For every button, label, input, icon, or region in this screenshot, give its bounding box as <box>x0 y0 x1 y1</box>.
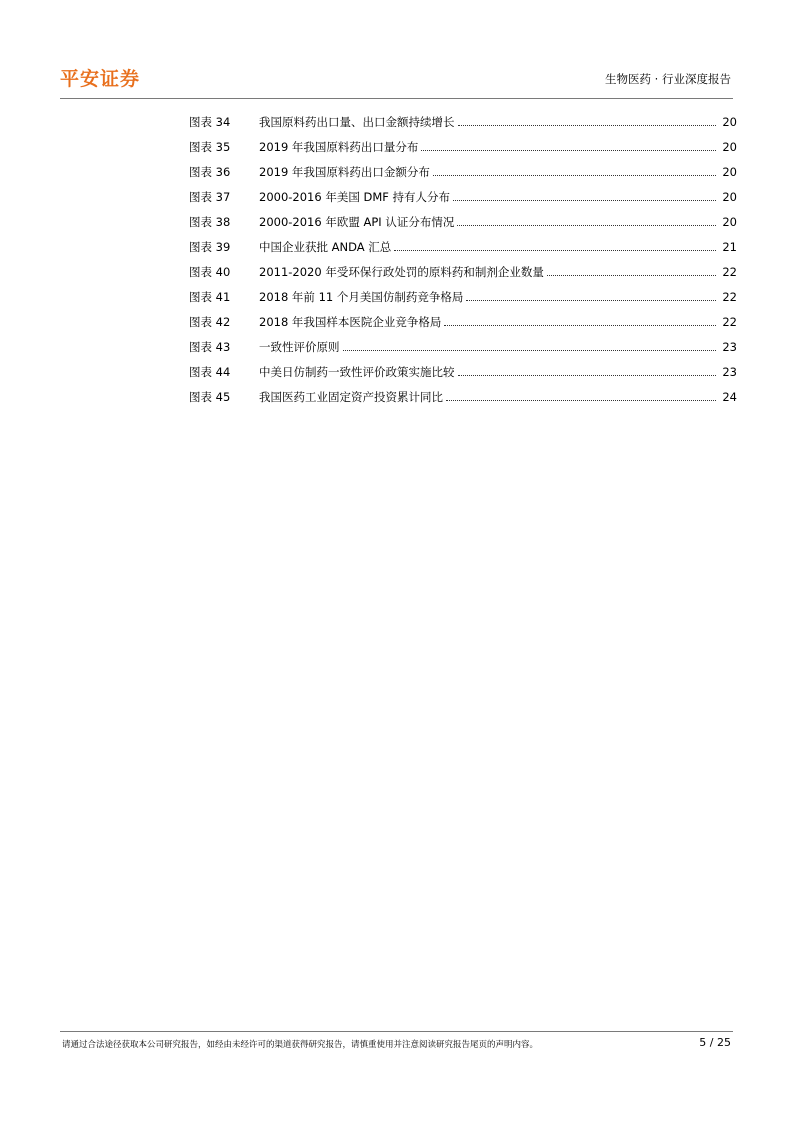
toc-figure-title[interactable]: 2019 年我国原料药出口量分布 <box>259 140 419 154</box>
toc-row[interactable] <box>189 138 737 163</box>
toc-leader-dots <box>421 149 716 151</box>
toc-page-number: 23 <box>722 365 737 379</box>
toc-figure-label: 图表 37 <box>189 190 231 204</box>
footer-disclaimer: 请通过合法途径获取本公司研究报告，如经由未经许可的渠道获得研究报告，请慎重使用并注意阅读研究报告尾页的声明内容。 <box>62 1040 539 1050</box>
toc-page-number: 20 <box>722 115 737 129</box>
toc-page-number: 22 <box>722 290 737 304</box>
toc-figure-label: 图表 44 <box>189 365 231 379</box>
toc-leader-dots <box>343 349 717 351</box>
toc-row[interactable] <box>189 263 737 288</box>
toc-leader-dots <box>457 224 716 226</box>
brand-logo: 平安证券 <box>60 68 141 90</box>
toc-figure-title[interactable]: 2018 年我国样本医院企业竞争格局 <box>259 315 442 329</box>
toc-row[interactable] <box>189 238 737 263</box>
toc-leader-dots <box>458 124 717 126</box>
toc-figure-label: 图表 43 <box>189 340 231 354</box>
toc-figure-label: 图表 45 <box>189 390 231 404</box>
toc-figure-title[interactable]: 2019 年我国原料药出口金额分布 <box>259 165 430 179</box>
toc-figure-label: 图表 42 <box>189 315 231 329</box>
toc-row[interactable] <box>189 213 737 238</box>
toc-row[interactable] <box>189 338 737 363</box>
toc-page-number: 20 <box>722 215 737 229</box>
toc-row[interactable] <box>189 188 737 213</box>
toc-row[interactable] <box>189 163 737 188</box>
toc-leader-dots <box>466 299 716 301</box>
toc-page-number: 23 <box>722 340 737 354</box>
toc-page-number: 20 <box>722 190 737 204</box>
toc-figure-label: 图表 41 <box>189 290 231 304</box>
toc-figure-title[interactable]: 一致性评价原则 <box>259 340 340 354</box>
toc-leader-dots <box>458 374 717 376</box>
toc-figure-title[interactable]: 我国原料药出口量、出口金额持续增长 <box>259 115 455 129</box>
toc-figure-label: 图表 36 <box>189 165 231 179</box>
toc-row[interactable] <box>189 288 737 313</box>
toc-leader-dots <box>446 399 716 401</box>
toc-figure-label: 图表 39 <box>189 240 231 254</box>
toc-leader-dots <box>394 249 716 251</box>
toc-figure-title[interactable]: 我国医药工业固定资产投资累计同比 <box>259 390 443 404</box>
toc-figure-title[interactable]: 2018 年前 11 个月美国仿制药竞争格局 <box>259 290 464 304</box>
toc-leader-dots <box>433 174 716 176</box>
toc-figure-label: 图表 40 <box>189 265 231 279</box>
toc-figure-label: 图表 35 <box>189 140 231 154</box>
toc-figure-label: 图表 38 <box>189 215 231 229</box>
toc-page-number: 22 <box>722 265 737 279</box>
figure-index-list <box>189 113 737 413</box>
toc-figure-label: 图表 34 <box>189 115 231 129</box>
toc-row[interactable] <box>189 113 737 138</box>
toc-page-number: 20 <box>722 140 737 154</box>
footer-divider <box>60 1031 733 1032</box>
report-type: 生物医药 · 行业深度报告 <box>605 72 731 86</box>
page-number: 5 / 25 <box>699 1036 731 1049</box>
toc-page-number: 21 <box>722 240 737 254</box>
toc-page-number: 22 <box>722 315 737 329</box>
toc-row[interactable] <box>189 363 737 388</box>
toc-leader-dots <box>444 324 716 326</box>
toc-figure-title[interactable]: 2000-2016 年欧盟 API 认证分布情况 <box>259 215 455 229</box>
toc-row[interactable] <box>189 313 737 338</box>
toc-figure-title[interactable]: 中美日仿制药一致性评价政策实施比较 <box>259 365 455 379</box>
toc-figure-title[interactable]: 2000-2016 年美国 DMF 持有人分布 <box>259 190 451 204</box>
page-header <box>60 62 733 99</box>
toc-leader-dots <box>547 274 716 276</box>
toc-row[interactable] <box>189 388 737 413</box>
toc-figure-title[interactable]: 2011-2020 年受环保行政处罚的原料药和制剂企业数量 <box>259 265 544 279</box>
toc-leader-dots <box>453 199 716 201</box>
toc-page-number: 20 <box>722 165 737 179</box>
toc-page-number: 24 <box>722 390 737 404</box>
toc-figure-title[interactable]: 中国企业获批 ANDA 汇总 <box>259 240 392 254</box>
